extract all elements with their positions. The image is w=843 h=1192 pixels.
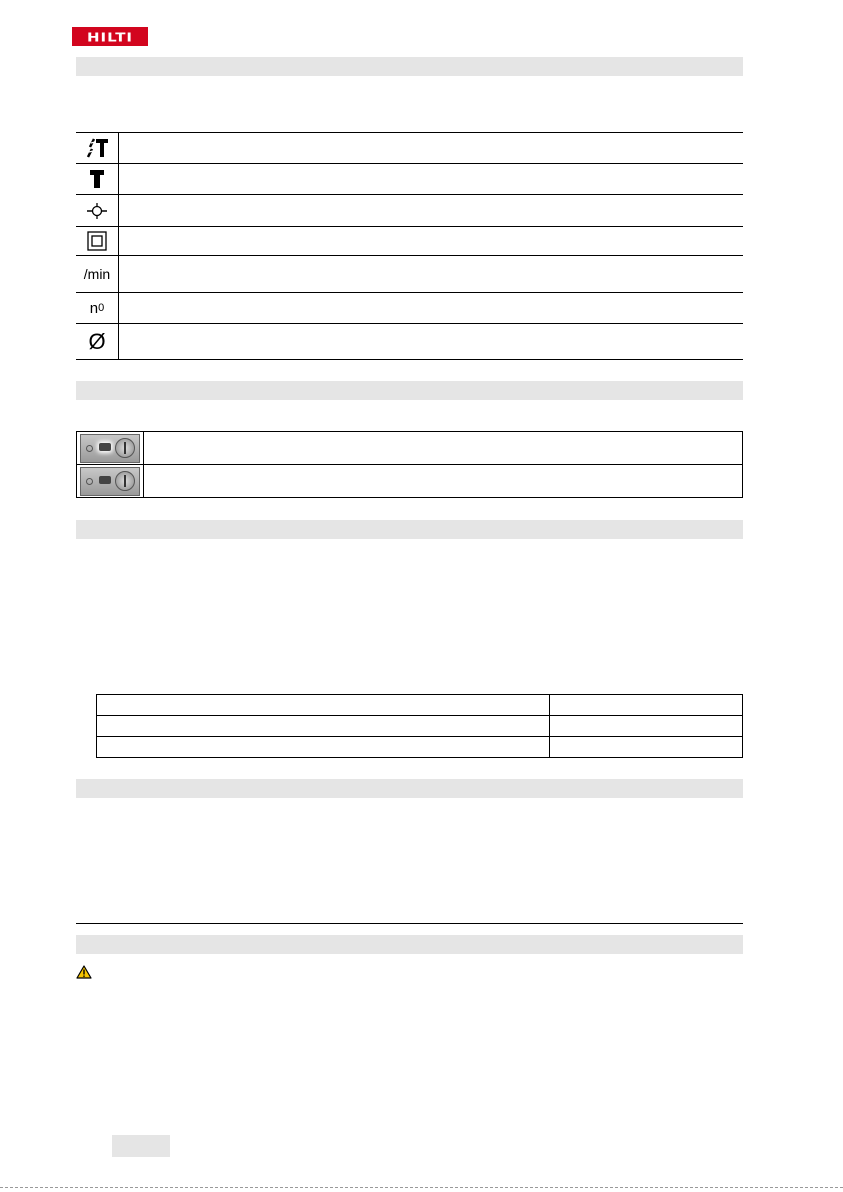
section-header-bar	[76, 57, 743, 76]
per-minute-icon: /min	[83, 266, 111, 282]
hilti-logo: HILTI	[72, 27, 148, 46]
table-row	[97, 695, 743, 716]
table-rule	[76, 255, 743, 256]
table-rule	[76, 163, 743, 164]
service-indicator-blinking-icon	[80, 434, 140, 463]
page-number-box	[112, 1135, 170, 1157]
hammer-icon	[76, 164, 118, 194]
table-column-divider	[118, 132, 119, 360]
indicator-table	[76, 431, 743, 498]
no-load-speed-icon: n 0	[89, 299, 105, 317]
section-divider	[76, 923, 743, 924]
table-rule	[76, 323, 743, 324]
cut-line	[0, 1187, 843, 1188]
table-rule	[76, 194, 743, 195]
section-header-bar	[76, 520, 743, 539]
rated-speed-icon	[76, 195, 118, 226]
table-rule	[76, 292, 743, 293]
hammer-drilling-icon	[76, 133, 118, 163]
table-row	[97, 716, 743, 737]
section-header-bar	[76, 935, 743, 954]
protection-class-ii-icon	[76, 227, 118, 255]
section-header-bar	[76, 381, 743, 400]
service-indicator-off-icon	[80, 467, 140, 496]
table-row	[77, 465, 743, 498]
diameter-icon: Ø	[88, 328, 106, 354]
table-rule	[76, 132, 743, 133]
table-rule	[76, 226, 743, 227]
section-header-bar	[76, 779, 743, 798]
table-row	[77, 432, 743, 465]
warning-icon	[76, 965, 92, 984]
spec-table	[96, 694, 743, 758]
table-row	[97, 737, 743, 758]
table-rule	[76, 359, 743, 360]
